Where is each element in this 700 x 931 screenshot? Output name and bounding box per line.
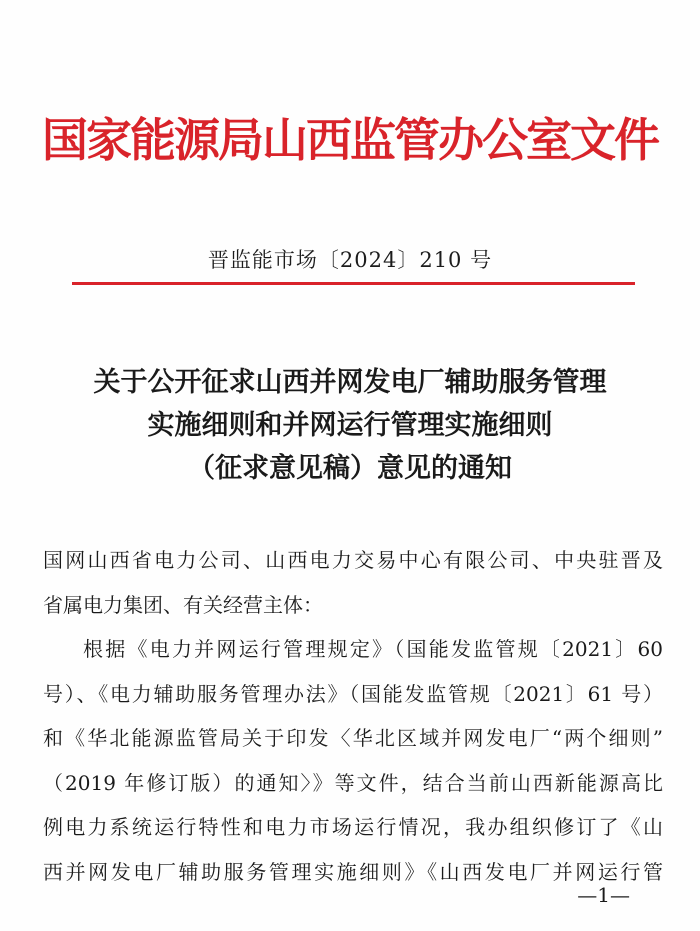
notice-title-line: 实施细则和并网运行管理实施细则 [147,410,553,441]
paragraph-line: 西并网发电厂辅助服务管理实施细则》《山西发电厂并网运行管 [43,859,663,884]
paragraph-line: （2019 年修订版）的通知〉》等文件，结合当前山西新能源高比 [43,770,663,795]
recipients-line: 国网山西省电力公司、山西电力交易中心有限公司、中央驻晋及 [43,548,663,572]
paragraph-line: 号）、《电力辅助服务管理办法》（国能发监管规〔2021〕61 号） [43,681,663,706]
paragraph-line: 和《华北能源监管局关于印发〈华北区域并网发电厂“两个细则” [43,726,663,750]
notice-title-line: （征求意见稿）意见的通知 [188,453,512,484]
body-text [43,538,663,894]
notice-title [0,361,700,490]
issuing-authority-header: 国家能源局山西监管办公室文件 [42,113,658,167]
recipients-line: 省属电力集团、有关经营主体： [43,592,323,617]
paragraph-line: 根据《电力并网运行管理规定》（国能发监管规〔2021〕60 [83,637,663,661]
page-number: —1— [577,883,630,907]
paragraph-line: 例电力系统运行特性和电力市场运行情况，我办组织修订了《山 [43,815,663,839]
red-separator-line [72,282,635,285]
notice-title-line: 关于公开征求山西并网发电厂辅助服务管理 [93,367,607,398]
document-number: 晋监能市场〔2024〕210 号 [207,248,493,272]
